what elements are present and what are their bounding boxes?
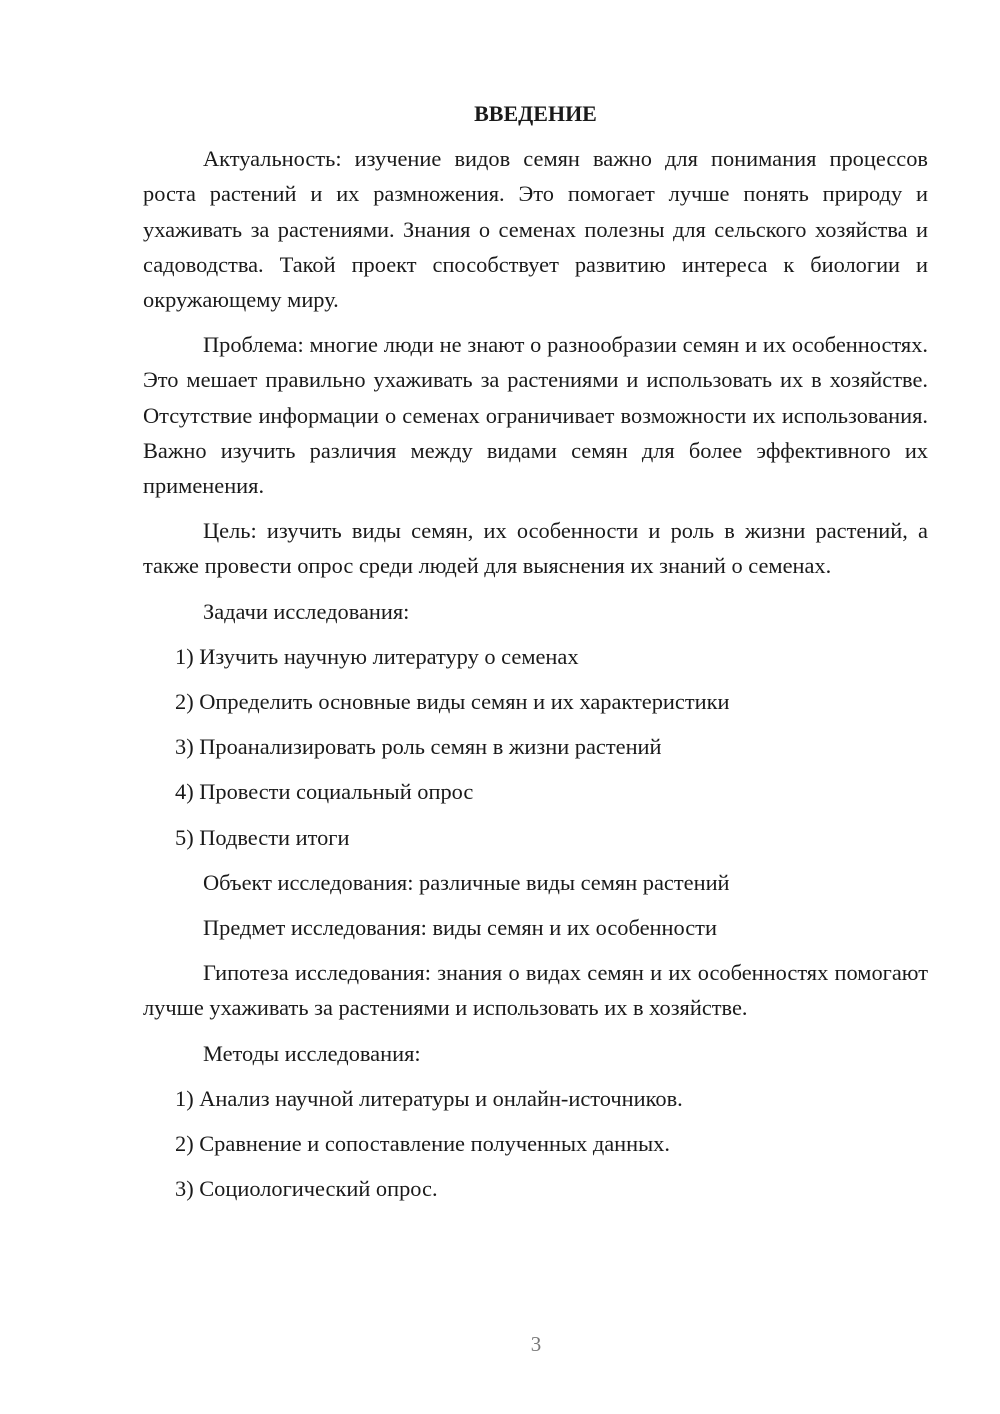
page-number: 3 bbox=[530, 1332, 542, 1356]
tasks-heading: Задачи исследования: bbox=[203, 598, 410, 624]
document-page bbox=[143, 96, 928, 1216]
methods-heading: Методы исследования: bbox=[203, 1040, 421, 1066]
hypothesis-paragraph: Гипотеза исследования: знания о видах семян и их особенностях помогают лучше ухаживать за растениями и использовать их в хозяйстве. bbox=[143, 960, 928, 1021]
task-item: 2) Определить основные виды семян и их характеристики bbox=[175, 689, 730, 715]
task-item: 3) Проанализировать роль семян в жизни растений bbox=[175, 734, 662, 760]
method-item: 1) Анализ научной литературы и онлайн-источников. bbox=[175, 1085, 683, 1111]
task-item: 1) Изучить научную литературу о семенах bbox=[175, 643, 579, 669]
task-item: 5) Подвести итоги bbox=[175, 824, 350, 850]
goal-paragraph: Цель: изучить виды семян, их особенности и роль в жизни растений, а также провести опрос среди людей для выяснения их знаний о семенах. bbox=[143, 518, 928, 579]
relevance-paragraph: Актуальность: изучение видов семян важно для понимания процессов роста растений и их размножения. Это помогает лучше понять природу и ухаживать за растениями. Знания о семенах полезны для сельского хозяйства и садоводства. Такой проект способствует развитию интереса к биологии и окружающему миру. bbox=[143, 146, 928, 313]
subject-line: Предмет исследования: виды семян и их особенности bbox=[203, 915, 717, 941]
task-item: 4) Провести социальный опрос bbox=[175, 779, 474, 805]
problem-paragraph: Проблема: многие люди не знают о разнообразии семян и их особенностях. Это мешает правильно ухаживать за растениями и использовать их в хозяйстве. Отсутствие информации о семенах ограничивает возможности их использования. Важно изучить различия между видами семян для более эффективного их применения. bbox=[143, 332, 928, 499]
method-item: 3) Социологический опрос. bbox=[175, 1176, 438, 1202]
method-item: 2) Сравнение и сопоставление полученных данных. bbox=[175, 1131, 670, 1157]
section-title: ВВЕДЕНИЕ bbox=[474, 101, 597, 126]
object-line: Объект исследования: различные виды семян растений bbox=[203, 869, 730, 895]
